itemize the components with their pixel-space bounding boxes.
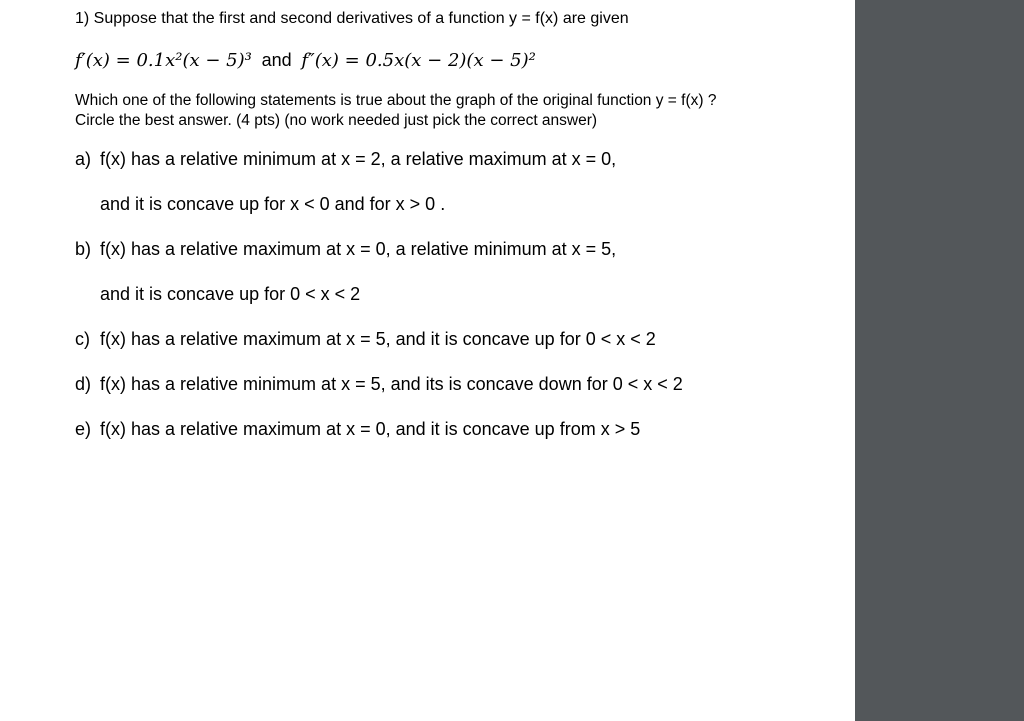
derivative-formulas [75,50,536,71]
option-text: f(x) has a relative minimum at x = 2, a relative maximum at x = 0, [100,149,617,169]
question-stem-line-2: Circle the best answer. (4 pts) (no work needed just pick the correct answer) [75,112,598,129]
option-letter: a) [75,149,92,169]
option-a-continuation: and it is concave up for x < 0 and for x > 0 . [100,194,446,214]
option-d[interactable] [75,374,683,395]
formula-connector: and [261,50,292,70]
side-panel [855,0,1024,721]
option-c[interactable] [75,329,656,350]
option-letter: c) [75,329,90,349]
option-text: f(x) has a relative minimum at x = 5, and its is concave down for 0 < x < 2 [100,374,683,394]
option-text: f(x) has a relative maximum at x = 5, and it is concave up for 0 < x < 2 [100,329,656,349]
option-text: f(x) has a relative maximum at x = 0, and it is concave up from x > 5 [100,419,641,439]
option-letter: e) [75,419,92,439]
option-a[interactable] [75,149,616,170]
option-b-continuation: and it is concave up for 0 < x < 2 [100,284,361,304]
option-text: f(x) has a relative maximum at x = 0, a relative minimum at x = 5, [100,239,617,259]
option-letter: d) [75,374,92,394]
option-b[interactable] [75,239,616,260]
second-derivative-formula: f″(x) = 0.5x(x − 2)(x − 5)² [301,50,536,71]
question-intro: 1) Suppose that the first and second derivatives of a function y = f(x) are given [75,10,629,27]
question-stem-line-1: Which one of the following statements is true about the graph of the original function y = f(x) ? [75,92,717,109]
option-e[interactable] [75,419,640,440]
option-letter: b) [75,239,92,259]
first-derivative-formula: f′(x) = 0.1x²(x − 5)³ [75,50,252,71]
